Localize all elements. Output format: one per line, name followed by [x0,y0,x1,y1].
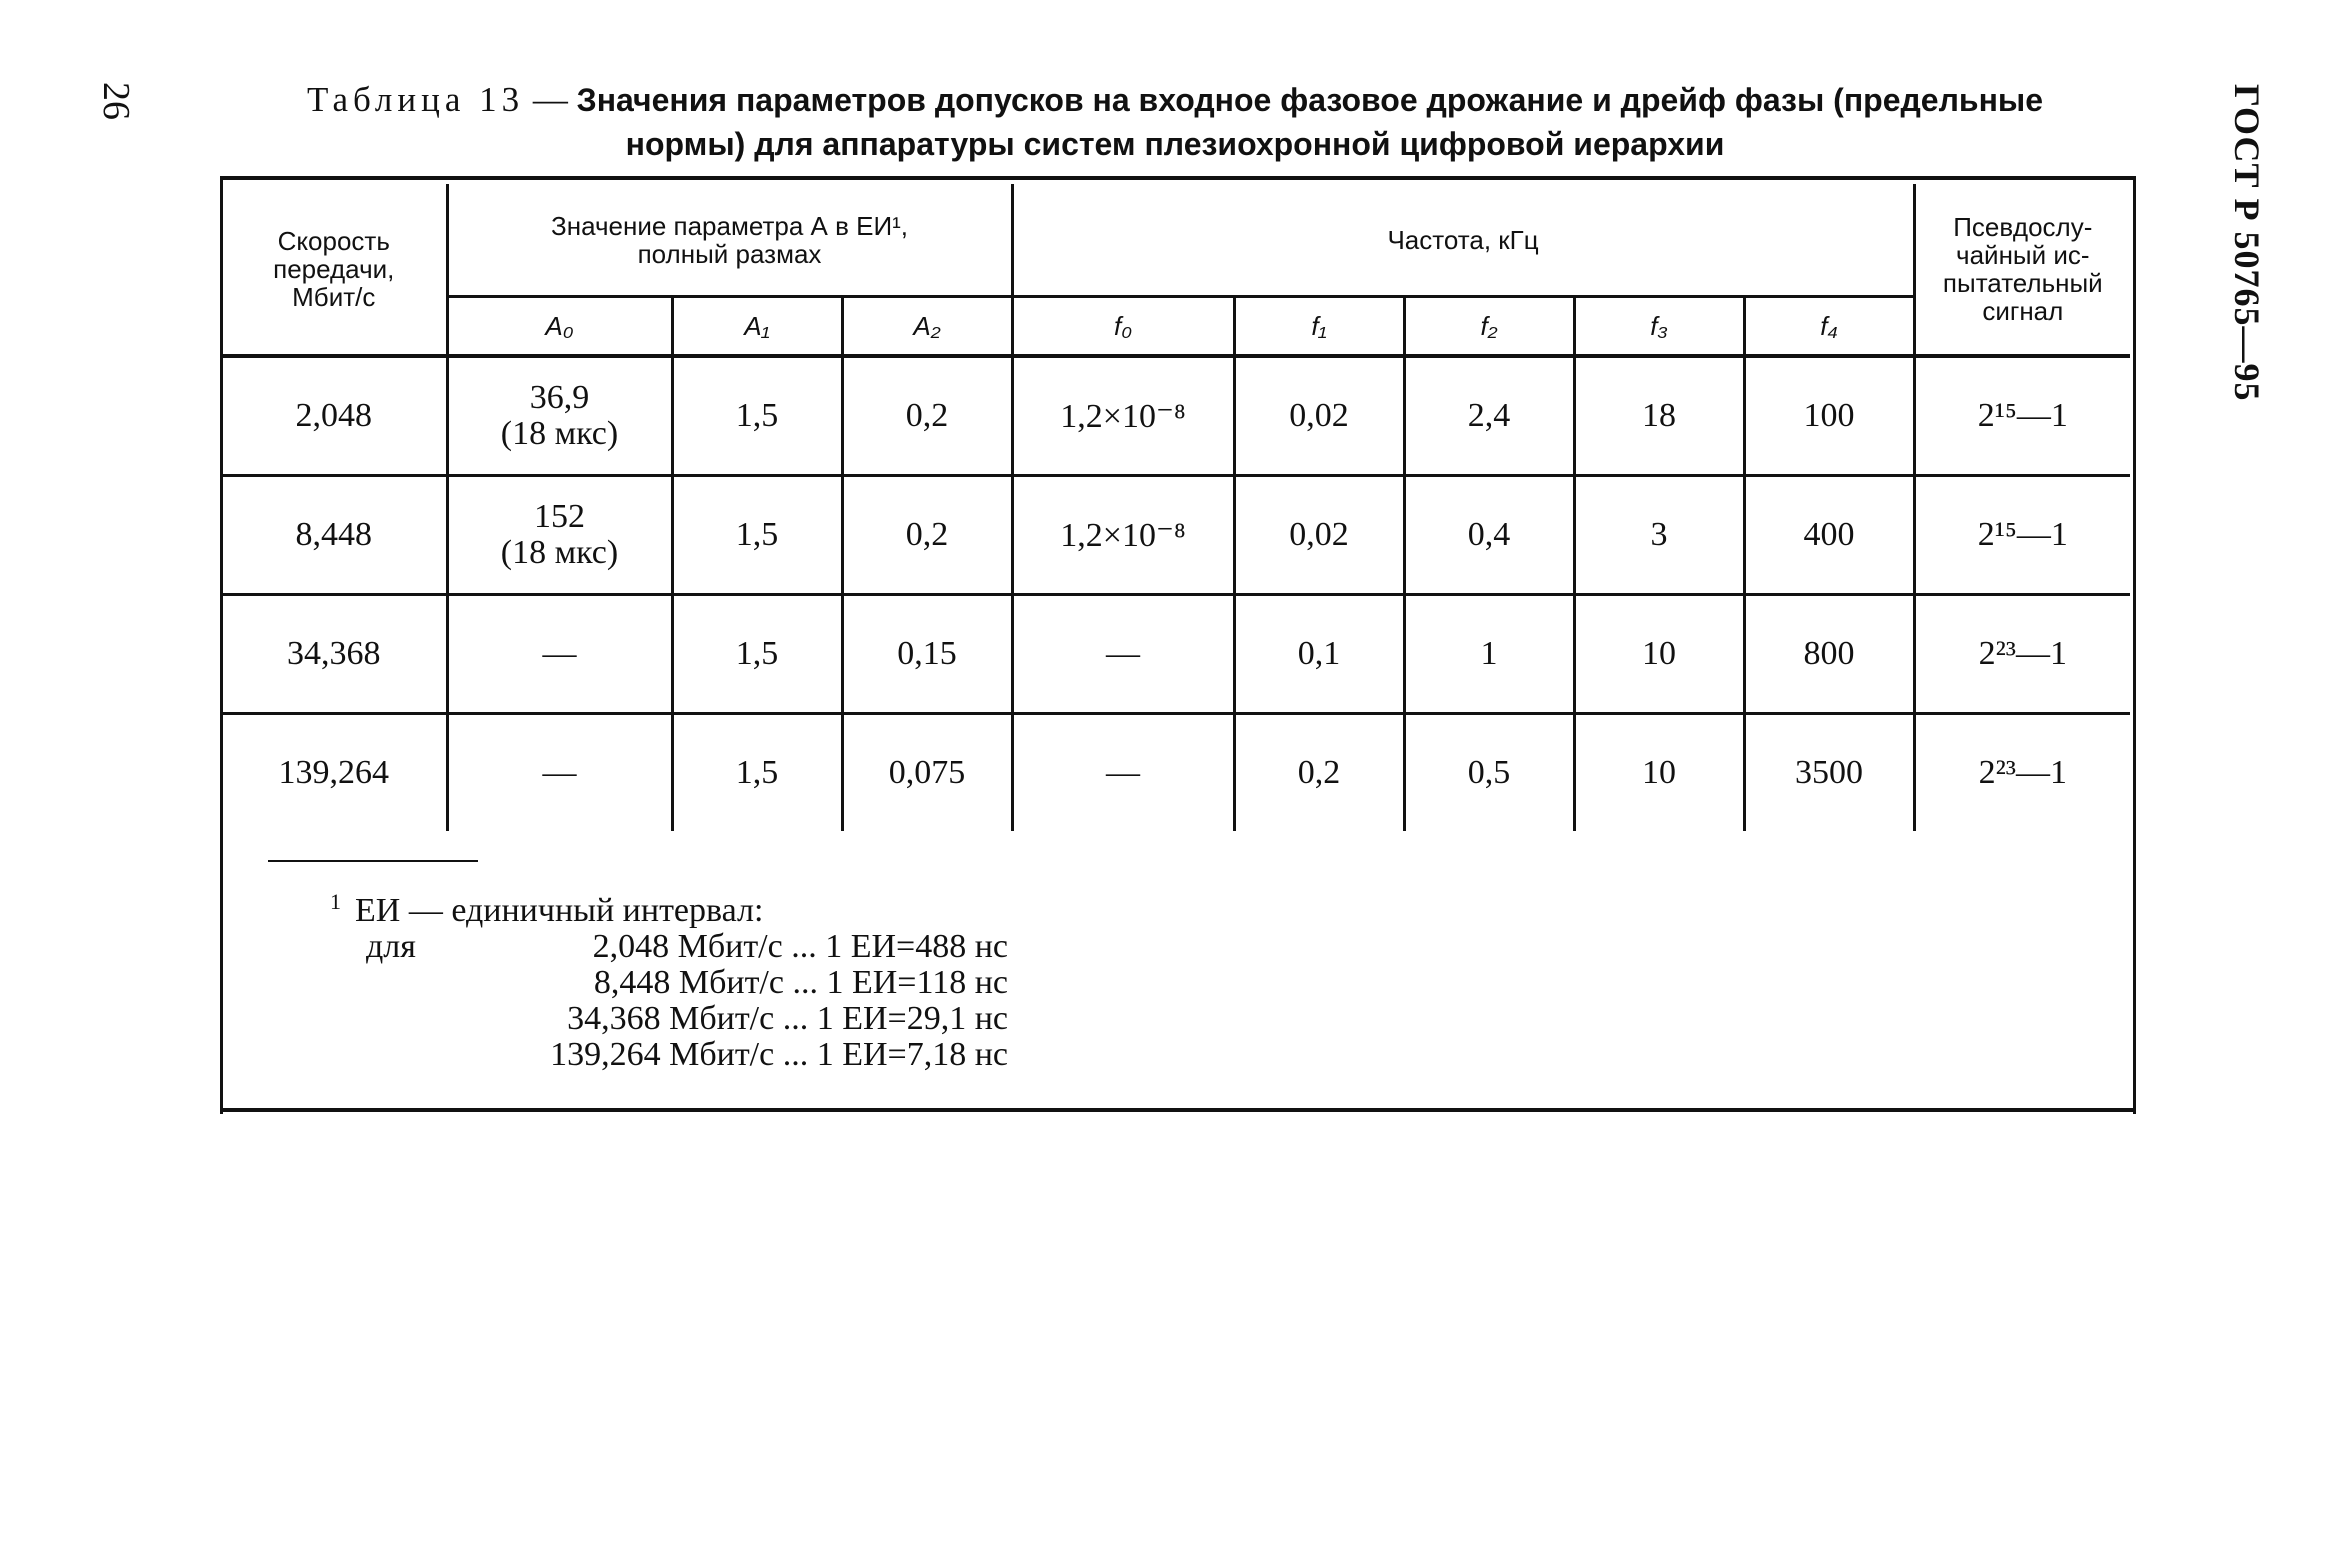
caption-line-1 [215,78,2135,122]
cell-signal: 2¹⁵—1 [1914,356,2130,476]
header-speed-line: Мбит/с [292,282,376,312]
subheader-a0: A₀ [447,297,672,356]
cell-f1: 0,2 [1234,714,1404,832]
header-signal-line: сигнал [1982,296,2064,326]
header-speed [222,184,447,356]
cell-signal: 2²³—1 [1914,714,2130,832]
cell-a0-value: 36,9 [529,379,590,416]
cell-a0-value: 152 [534,498,585,535]
cell-f4: 3500 [1744,714,1914,832]
header-signal-line: Псевдослу- [1953,212,2093,242]
header-signal-line: чайный ис- [1956,240,2090,270]
caption-title-line-1: Значения параметров допусков на входное фазовое дрожание и дрейф фазы (предельные [576,82,2044,118]
subheader-f4: f₄ [1744,297,1914,356]
header-speed-line: Скорость [277,226,390,256]
cell-f1: 0,02 [1234,476,1404,595]
footnote-line-text: 139,264 Мбит/с ... 1 ЕИ=7,18 нс [550,1036,1008,1073]
subheader-a2: A₂ [842,297,1012,356]
footnote [330,884,1008,1073]
footnote-line-text: 8,448 Мбит/с ... 1 ЕИ=118 нс [593,964,1008,1001]
cell-a0-note: (18 мкс) [500,534,619,571]
footnote-marker: 1 [330,889,341,914]
cell-f3: 3 [1574,476,1744,595]
header-param-a-line: Значение параметра А в ЕИ¹, [551,210,909,241]
footnote-rule [268,860,478,862]
footnote-prefix: для [366,928,416,965]
cell-signal: 2²³—1 [1914,595,2130,714]
table-row [222,595,2130,714]
table-bottom-rule [220,1108,2136,1112]
caption-dash: — [524,80,577,119]
cell-a0 [447,356,672,476]
subheader-f2: f₂ [1404,297,1574,356]
cell-a1: 1,5 [672,714,842,832]
cell-speed: 34,368 [222,595,447,714]
cell-f0: — [1012,714,1234,832]
cell-f3: 10 [1574,595,1744,714]
footnote-heading [330,884,1008,929]
header-signal-line: пытательный [1942,268,2103,298]
header-frequency: Частота, кГц [1012,184,1914,297]
subheader-a1: A₁ [672,297,842,356]
cell-f0: 1,2×10⁻⁸ [1012,476,1234,595]
subheader-f1: f₁ [1234,297,1404,356]
cell-f2: 0,4 [1404,476,1574,595]
cell-f1: 0,1 [1234,595,1404,714]
footnote-line [330,1037,1008,1073]
standard-code: ГОСТ Р 50765—95 [2227,84,2267,402]
cell-f0: — [1012,595,1234,714]
footnote-line-text: 2,048 Мбит/с ... 1 ЕИ=488 нс [592,928,1008,965]
cell-f4: 100 [1744,356,1914,476]
cell-f4: 400 [1744,476,1914,595]
cell-speed: 2,048 [222,356,447,476]
subheader-f3: f₃ [1574,297,1744,356]
table-row [222,476,2130,595]
cell-f3: 18 [1574,356,1744,476]
cell-a0: — [447,714,672,832]
cell-f2: 1 [1404,595,1574,714]
parameters-table [222,184,2130,831]
cell-f0: 1,2×10⁻⁸ [1012,356,1234,476]
cell-f3: 10 [1574,714,1744,832]
cell-f4: 800 [1744,595,1914,714]
cell-a0 [447,476,672,595]
header-param-a [447,184,1012,297]
cell-f1: 0,02 [1234,356,1404,476]
cell-a2: 0,075 [842,714,1012,832]
cell-f2: 2,4 [1404,356,1574,476]
cell-a1: 1,5 [672,356,842,476]
caption-title-line-2: нормы) для аппаратуры систем плезиохронной цифровой иерархии [625,126,1725,162]
cell-a2: 0,2 [842,356,1012,476]
footnote-line [330,1001,1008,1037]
table-caption [215,78,2135,166]
caption-label: Таблица 13 [306,80,525,119]
cell-speed: 8,448 [222,476,447,595]
table-row [222,356,2130,476]
cell-a1: 1,5 [672,595,842,714]
header-test-signal [1914,184,2130,356]
page-number: 26 [95,82,137,120]
header-param-a-line: полный размах [637,238,822,269]
cell-signal: 2¹⁵—1 [1914,476,2130,595]
cell-speed: 139,264 [278,754,389,791]
cell-a0: — [447,595,672,714]
cell-a2: 0,15 [842,595,1012,714]
cell-a0-note: (18 мкс) [500,415,619,452]
footnote-line [330,965,1008,1001]
footnote-line [330,929,1008,965]
footnote-line-text: 34,368 Мбит/с ... 1 ЕИ=29,1 нс [567,1000,1008,1037]
cell-a2: 0,2 [842,476,1012,595]
subheader-f0: f₀ [1012,297,1234,356]
footnote-heading-text: ЕИ — единичный интервал: [355,892,764,929]
header-speed-line: передачи, [273,254,395,284]
cell-a1: 1,5 [672,476,842,595]
table-row [222,714,2130,832]
cell-f2: 0,5 [1404,714,1574,832]
